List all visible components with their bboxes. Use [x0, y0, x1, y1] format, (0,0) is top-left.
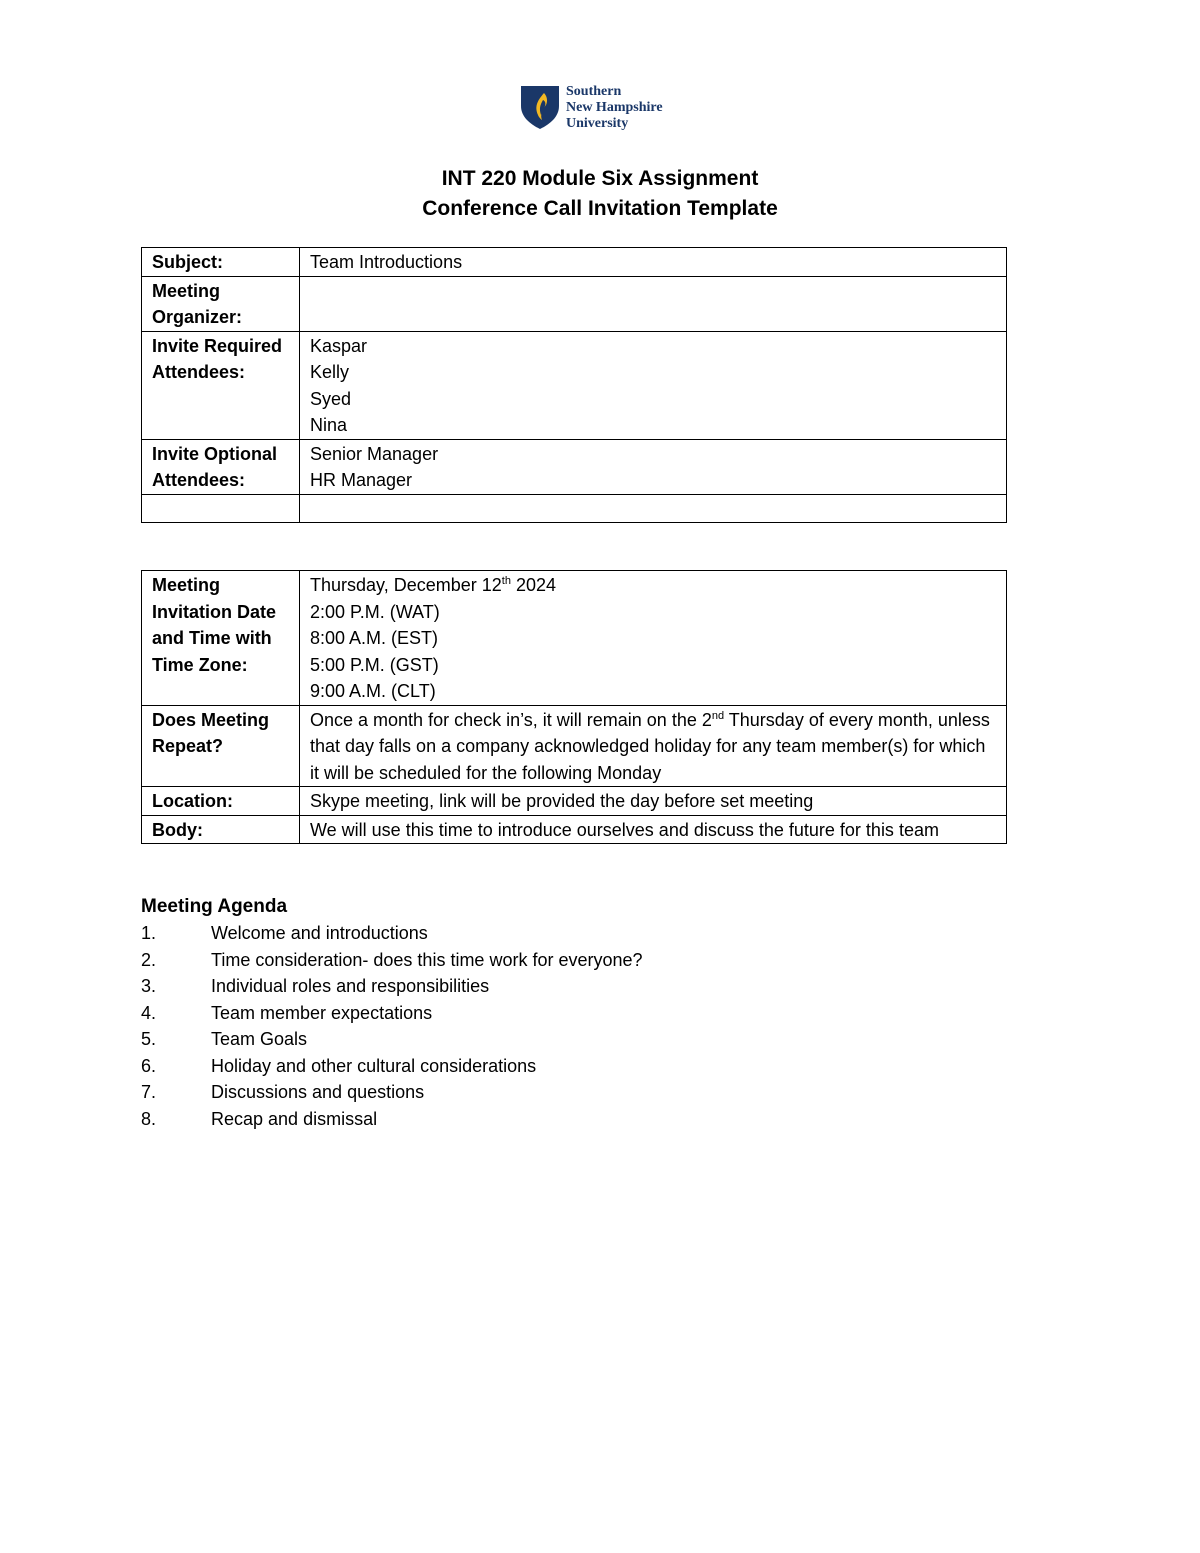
- subject-value: Team Introductions: [300, 248, 1007, 277]
- optional-attendees-label: Invite Optional Attendees:: [142, 439, 300, 494]
- invitation-details-table: [141, 247, 1007, 523]
- optional-attendees-row: [142, 439, 1007, 494]
- document-title: [0, 164, 1200, 224]
- empty-cell: [142, 494, 300, 522]
- meeting-schedule-table: [141, 570, 1007, 844]
- logo-wordmark: Southern New Hampshire University: [566, 84, 663, 131]
- agenda-item: 3. Individual roles and responsibilities: [141, 976, 490, 996]
- meeting-time: 2:00 P.M. (WAT): [310, 601, 440, 622]
- agenda-item: 5. Team Goals: [141, 1029, 308, 1049]
- attendee-name: Kaspar: [310, 335, 368, 356]
- agenda-title: Meeting Agenda: [141, 896, 288, 917]
- agenda-list: [141, 920, 1041, 1132]
- agenda-item: 4. Team member expectations: [141, 1002, 433, 1023]
- shield-flame-icon: [520, 84, 560, 130]
- organizer-label: Meeting Organizer:: [142, 276, 300, 331]
- location-value: Skype meeting, link will be provided the day before set meeting: [300, 787, 1007, 816]
- title-line-2: Conference Call Invitation Template: [422, 197, 778, 220]
- agenda-item: 1. Welcome and introductions: [141, 923, 428, 943]
- datetime-row: [142, 571, 1007, 706]
- agenda-item: 7. Discussions and questions: [141, 1082, 425, 1102]
- meeting-time: 8:00 A.M. (EST): [310, 628, 439, 648]
- location-row: [142, 787, 1007, 816]
- datetime-value: [300, 571, 1007, 706]
- agenda-item: 6. Holiday and other cultural considerations: [141, 1055, 537, 1076]
- body-value: We will use this time to introduce ourselves and discuss the future for this team: [300, 815, 1007, 844]
- meeting-time: 5:00 P.M. (GST): [310, 654, 439, 675]
- location-label: Location:: [142, 787, 300, 816]
- agenda-item: 2. Time consideration- does this time work for everyone?: [141, 949, 643, 970]
- title-line-1: INT 220 Module Six Assignment: [441, 167, 759, 190]
- empty-cell: [300, 494, 1007, 522]
- meeting-agenda: [141, 893, 1041, 1132]
- repeat-label: Does Meeting Repeat?: [142, 705, 300, 787]
- required-attendees-row: [142, 331, 1007, 439]
- meeting-date: Thursday, December 12th 2024: [310, 575, 556, 595]
- organizer-value: [300, 276, 1007, 331]
- optional-attendees-list: [300, 439, 1007, 494]
- attendee-name: Nina: [310, 415, 348, 435]
- organizer-row: [142, 276, 1007, 331]
- repeat-row: [142, 705, 1007, 787]
- agenda-item: 8. Recap and dismissal: [141, 1108, 378, 1129]
- datetime-label: Meeting Invitation Date and Time with Time Zone:: [142, 571, 300, 706]
- meeting-time: 9:00 A.M. (CLT): [310, 681, 436, 701]
- attendee-name: Syed: [310, 388, 352, 409]
- subject-row: [142, 248, 1007, 277]
- required-attendees-label: Invite Required Attendees:: [142, 331, 300, 439]
- empty-row: [142, 494, 1007, 522]
- repeat-value: Once a month for check in’s, it will remain on the 2nd Thursday of every month, unless that day falls on a company acknowledged holiday for any team member(s) for which it will be scheduled for the following Monday: [300, 705, 1007, 787]
- university-logo: [520, 84, 690, 132]
- subject-label: Subject:: [142, 248, 300, 277]
- attendee-name: HR Manager: [310, 470, 413, 490]
- attendee-name: Kelly: [310, 362, 350, 382]
- required-attendees-list: [300, 331, 1007, 439]
- body-label: Body:: [142, 815, 300, 844]
- attendee-name: Senior Manager: [310, 443, 439, 464]
- body-row: [142, 815, 1007, 844]
